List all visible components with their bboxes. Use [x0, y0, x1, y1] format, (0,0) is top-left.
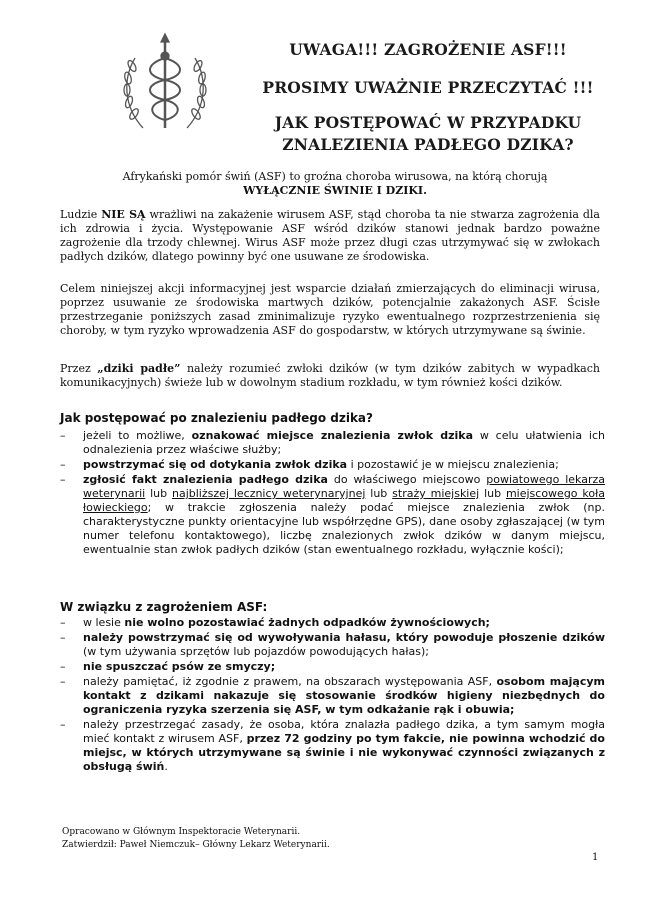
item-text: lub: [365, 487, 393, 500]
item-bold: nie spuszczać psów ze smyczy;: [83, 660, 276, 673]
paragraph-definition: [60, 362, 600, 390]
read-carefully-title: PROSIMY UWAŻNIE PRZECZYTAĆ !!!: [262, 78, 594, 97]
intro-bold-text: WYŁĄCZNIE ŚWINIE I DZIKI.: [243, 184, 427, 197]
list-dash: –: [60, 429, 66, 442]
threat-rules-list: [60, 616, 605, 775]
footer-approved-by: Zatwierdził: Paweł Niemczuk– Główny Lekarz Weterynarii.: [62, 840, 330, 850]
item-text-rest: i pozostawić je w miejscu znalezienia;: [347, 458, 559, 471]
contact-vet-officer: powiatowego lekarza weterynarii: [83, 473, 605, 500]
paragraph-campaign-goal: Celem niniejszej akcji informacyjnej jest wsparcie działań zmierzających do eliminacji wirusa, poprzez usuwanie ze środowiska martwych dzików, potencjalnie zakażonych ASF. Ścisłe przestrzeganie poniższych zasad zminimalizuje ryzyko ewentualnego rozprzestrzenienia się choroby, w tym ryzyko wprowadzenia ASF do gospodarstw, w których utrzymywane są świnie.: [60, 282, 600, 337]
list-dash: –: [60, 718, 66, 731]
item-bold: nie wolno pozostawiać żadnych odpadków żywnościowych;: [124, 616, 490, 629]
contact-hunting-club: miejscowego koła łowieckiego: [83, 487, 605, 514]
main-question-title: [238, 112, 618, 156]
list-item: [60, 616, 605, 630]
item-text-rest: (w tym używania sprzętów lub pojazdów powodujących hałas);: [83, 645, 429, 658]
contact-vet-clinic: najbliższej lecznicy weterynaryjnej: [171, 487, 366, 500]
p1-rest: wrażliwi na zakażenie wirusem ASF, stąd choroba ta nie stwarza zagrożenia dla ich zdrowia i życia. Występowanie ASF wśród dzików stanowi jednak bardzo poważne zagrożenie dla trzody chlewnej. Wirus ASF może przez długi czas utrzymywać się w zwłokach padłych dzików, dlatego powinny być one usuwane ze środowiska.: [60, 208, 600, 263]
item-bold: osobom mającym kontakt z dzikami nakazuje się stosowanie środków higieny niezbędnych do ograniczenia ryzyka szerzenia się ASF, w tym odkażanie rąk i obuwia;: [83, 675, 605, 716]
main-question-line2: ZNALEZIENIA PADŁEGO DZIKA?: [282, 135, 574, 154]
intro-paragraph: [80, 170, 590, 198]
p3-rest: należy rozumieć zwłoki dzików (w tym dzików zabitych w wypadkach komunikacyjnych) świeże lub w dowolnym stadium rozkładu, w tym również kości dzików.: [60, 362, 600, 389]
item-text: należy pamiętać, iż zgodnie z prawem, na obszarach występowania ASF,: [83, 675, 497, 688]
list-dash: –: [60, 458, 66, 471]
item-bold: oznakować miejsce znalezienia zwłok dzika: [191, 429, 473, 442]
item-bold: przez 72 godziny po tym fakcie, nie powinna wchodzić do miejsc, w których utrzymywane są świnie i nie wykonywać czynności związanych z obsługą świń: [83, 732, 605, 773]
item-text-rest: .: [164, 760, 168, 773]
footer-credits: [62, 826, 462, 852]
item-text-rest: ; w trakcie zgłoszenia należy podać miejsce znalezienia zwłok (np. charakterystyczne punkty orientacyjne lub współrzędne GPS), dane osoby zgłaszającej (w tym numer telefonu kontaktowego), liczbę znalezionych zwłok dzików w danym miejscu, ewentualnie stan zwłok padłych dzików (stan ewentualnego rozkładu, wyłącznie kości);: [83, 501, 605, 556]
list-item: [60, 631, 605, 659]
list-dash: –: [60, 660, 66, 673]
p3-start: Przez: [60, 362, 98, 375]
intro-text: Afrykański pomór świń (ASF) to groźna choroba wirusowa, na którą chorują: [122, 170, 548, 183]
section-heading-procedure: Jak postępować po znalezieniu padłego dzika?: [60, 411, 373, 425]
p1-start: Ludzie: [60, 208, 102, 221]
list-dash: –: [60, 473, 66, 486]
list-item: [60, 675, 605, 717]
item-bold: należy powstrzymać się od wywoływania hałasu, który powoduje płoszenie dzików: [83, 631, 605, 644]
item-text: w lesie: [83, 616, 125, 629]
item-text: lub: [145, 487, 172, 500]
main-question-line1: JAK POSTĘPOWAĆ W PRZYPADKU: [274, 113, 582, 132]
veterinary-inspection-logo: [105, 28, 225, 148]
item-text: należy przestrzegać zasady, że osoba, która znalazła padłego dzika, a tym samym mogła mieć kontakt z wirusem ASF,: [83, 718, 605, 745]
procedure-list: [60, 429, 605, 558]
contact-city-guard: straży miejskiej: [392, 487, 480, 500]
footer-prepared-by: Opracowano w Głównym Inspektoracie Weterynarii.: [62, 827, 301, 837]
p1-emphasis: NIE SĄ: [101, 208, 146, 221]
list-item: [60, 429, 605, 457]
item-bold: powstrzymać się od dotykania zwłok dzika: [83, 458, 348, 471]
item-text-rest: w celu ułatwienia ich odnalezienia przez właściwe służby;: [83, 429, 605, 456]
page-number: 1: [592, 852, 599, 863]
list-dash: –: [60, 616, 66, 629]
item-bold: zgłosić fakt znalezienia padłego dzika: [83, 473, 328, 486]
list-dash: –: [60, 631, 66, 644]
list-dash: –: [60, 675, 66, 688]
list-item: [60, 458, 605, 472]
paragraph-human-safety: [60, 208, 600, 264]
item-text: lub: [479, 487, 506, 500]
list-item: [60, 718, 605, 774]
p3-term: „dziki padłe”: [97, 362, 181, 375]
section-heading-threat: W związku z zagrożeniem ASF:: [60, 600, 268, 614]
list-item: [60, 473, 605, 557]
warning-title: UWAGA!!! ZAGROŻENIE ASF!!!: [289, 40, 567, 59]
item-text: jeżeli to możliwe,: [83, 429, 192, 442]
list-item: [60, 660, 605, 674]
item-text: do właściwego miejscowo: [327, 473, 487, 486]
